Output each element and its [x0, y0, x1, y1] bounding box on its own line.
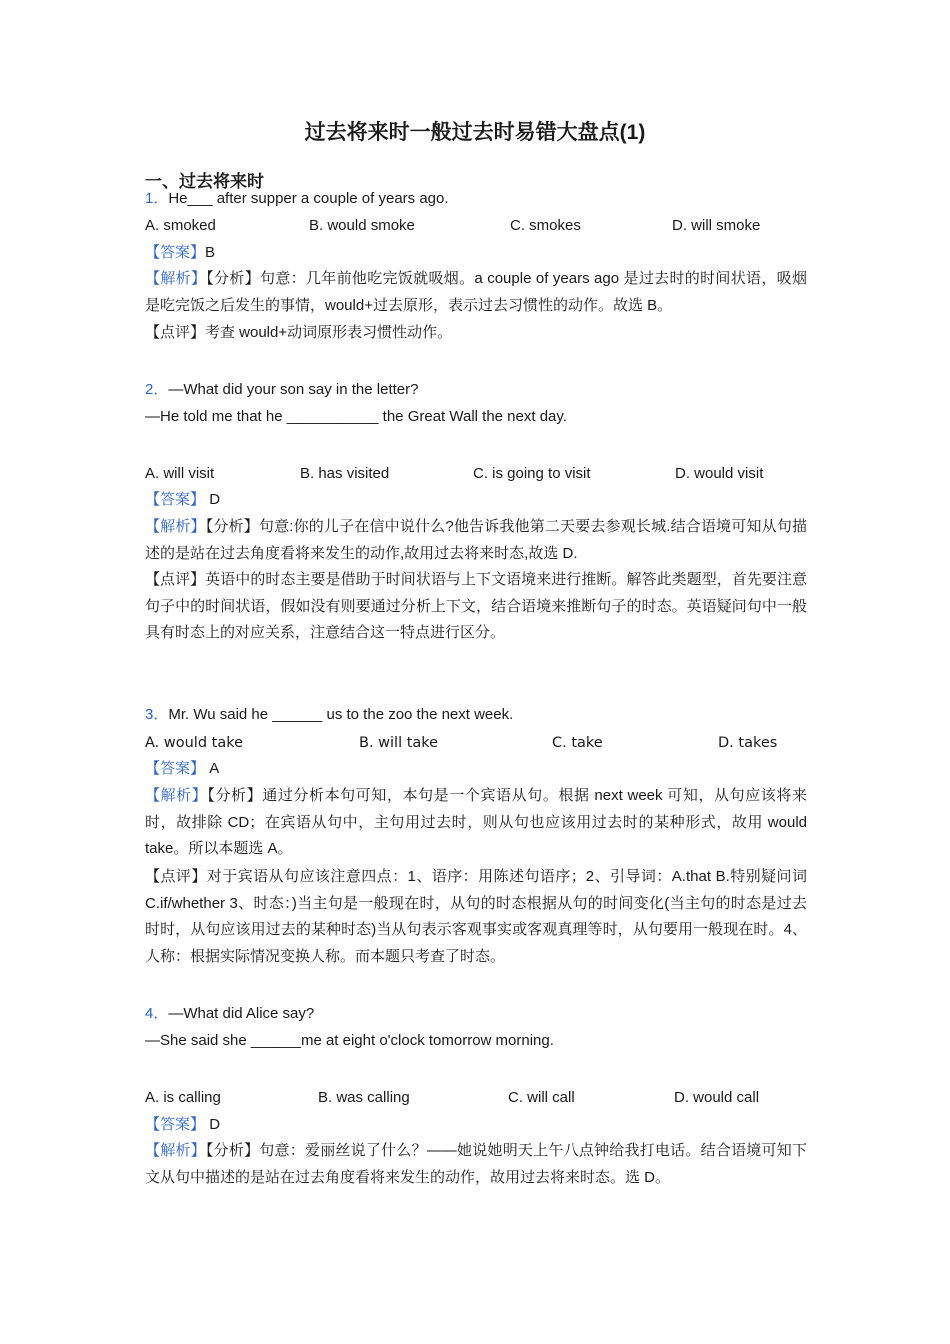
- q2-option-a: A. will visit: [145, 465, 215, 482]
- q2-option-b: B. has visited: [300, 465, 390, 482]
- analysis-tag: 【解析】: [145, 270, 207, 287]
- question-text: Mr. Wu said he ______ us to the zoo the next week.: [168, 706, 514, 723]
- answer-tag: 【答案】: [145, 1116, 206, 1133]
- analysis-tag: 【解析】: [145, 518, 206, 535]
- q2-answer: [145, 490, 220, 510]
- q1-option-d: D. will smoke: [672, 217, 761, 234]
- question-2-stem-line2: —He told me that he ___________ the Great Wall the next day.: [145, 408, 567, 425]
- analysis-text: 【分析】句意：几年前他吃完饭就吸烟。a couple of years ago 是过去时的时间状语，吸烟是吃完饭之后发生的事情，would+过去原形，表示过去习惯性的动作。故选 B。: [145, 270, 807, 314]
- answer-value: D: [209, 491, 221, 508]
- answer-tag: 【答案】: [145, 760, 206, 777]
- question-text: —What did your son say in the letter?: [168, 381, 419, 398]
- q4-option-a: A. is calling: [145, 1089, 221, 1106]
- q4-option-b: B. was calling: [318, 1089, 410, 1106]
- q3-answer: [145, 759, 219, 779]
- question-number: 3．: [145, 706, 169, 723]
- answer-tag: 【答案】: [145, 244, 206, 261]
- analysis-tag: 【解析】: [145, 787, 208, 804]
- analysis-tag: 【解析】: [145, 1142, 206, 1159]
- question-number: 2．: [145, 381, 169, 398]
- q1-option-a: A. smoked: [145, 217, 216, 234]
- q4-option-d: D. would call: [674, 1089, 760, 1106]
- q1-option-b: B. would smoke: [309, 217, 415, 234]
- q4-analysis: [145, 1138, 807, 1191]
- q1-answer: [145, 243, 215, 263]
- q4-answer: [145, 1115, 220, 1135]
- question-number: 4．: [145, 1005, 169, 1022]
- document-title: 过去将来时一般过去时易错大盘点(1): [304, 121, 646, 144]
- q4-option-c: C. will call: [508, 1089, 575, 1106]
- q2-comment: 【点评】英语中的时态主要是借助于时间状语与上下文语境来进行推断。解答此类题型，首先要注意句子中的时间状语，假如没有则要通过分析上下文，结合语境来推断句子的时态。英语疑问句中一般具有时态上的对应关系，注意结合这一特点进行区分。: [145, 571, 807, 642]
- question-3-stem: [145, 705, 513, 725]
- q3-comment: 【点评】对于宾语从句应该注意四点：1、语序：用陈述句语序；2、引导词：A.that B.特别疑问词 C.if/whether 3、时态：)当主句是一般现在时，从句的时态根据从句的时间变化(当主句的时态是过去时时，从句应该用过去的某种时态)当从句表示客观事实或客观真理等时，从句要用一般现在时。4、人称：根据实际情况变换人称。而本题只考查了时态。: [145, 868, 807, 966]
- answer-value: B: [205, 244, 216, 261]
- q3-analysis: [145, 783, 807, 863]
- q1-option-c: C. smokes: [510, 217, 581, 234]
- question-2-stem: [145, 380, 418, 400]
- q2-analysis: [145, 514, 807, 567]
- q3-option-c: C. take: [552, 735, 603, 751]
- question-4-stem: [145, 1004, 314, 1024]
- q3-option-b: B. will take: [359, 735, 439, 751]
- question-text: —What did Alice say?: [168, 1005, 315, 1022]
- q1-analysis: [145, 266, 807, 319]
- q2-option-d: D. would visit: [675, 465, 764, 482]
- analysis-text: 【分析】句意：爱丽丝说了什么？——她说她明天上午八点钟给我打电话。结合语境可知下文从句中描述的是站在过去角度看将来发生的动作，故用过去将来时态。选 D。: [145, 1142, 807, 1186]
- question-1-stem: [145, 189, 449, 209]
- q1-comment: 【点评】考查 would+动词原形表习惯性动作。: [145, 324, 453, 341]
- analysis-text: 【分析】句意:你的儿子在信中说什么?他告诉我他第二天要去参观长城.结合语境可知从句描述的是站在过去角度看将来发生的动作,故用过去将来时态,故选 D.: [145, 518, 807, 562]
- analysis-text: 【分析】通过分析本句可知，本句是一个宾语从句。根据 next week 可知，从句应该将来时，故排除 CD；在宾语从句中，主句用过去时，则从句也应该用过去时的某种形式，故用 would take。所以本题选 A。: [145, 787, 807, 858]
- question-text: He___ after supper a couple of years ago.: [168, 190, 449, 207]
- answer-value: A: [209, 760, 220, 777]
- question-4-stem-line2: —She said she ______me at eight o'clock tomorrow morning.: [145, 1032, 554, 1049]
- question-number: 1．: [145, 190, 169, 207]
- q2-option-c: C. is going to visit: [473, 465, 591, 482]
- answer-value: D: [209, 1116, 221, 1133]
- answer-tag: 【答案】: [145, 491, 206, 508]
- q3-option-d: D. takes: [718, 735, 778, 751]
- q3-option-a: A. would take: [145, 735, 244, 751]
- section-heading: 一、过去将来时: [145, 172, 264, 191]
